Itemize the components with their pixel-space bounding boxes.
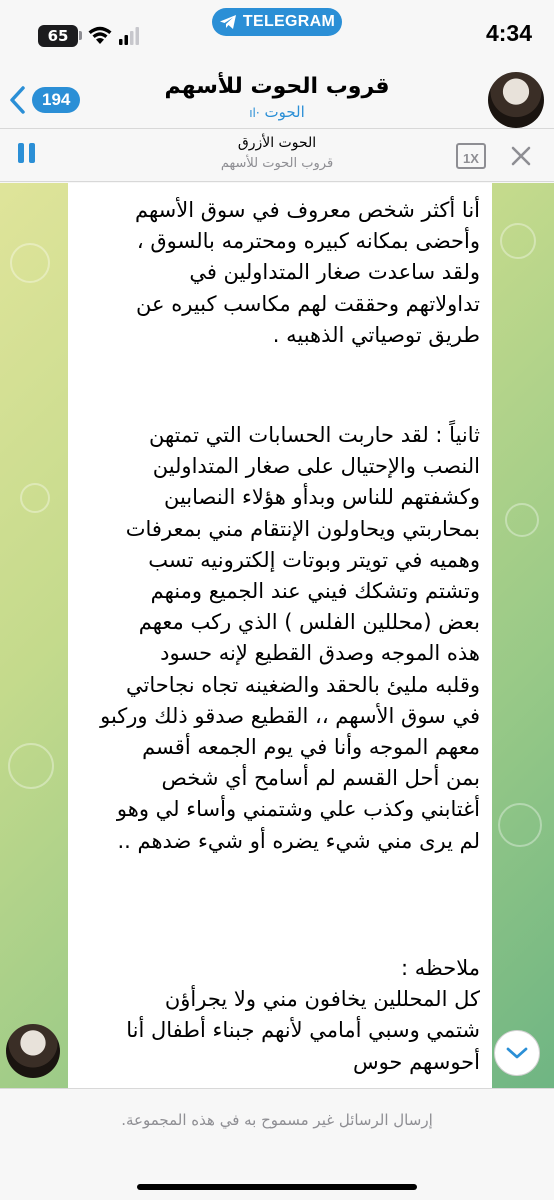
message-line: بمحاربتي ويحاولون الإنتقام مني بمعرفات	[125, 516, 480, 541]
message-line: النصب والإحتيال على صغار المتداولين	[152, 454, 480, 479]
message-bubble[interactable]	[68, 183, 492, 1088]
chat-title[interactable]: قروب الحوت للأسهم	[164, 74, 390, 99]
pause-button[interactable]	[18, 143, 40, 167]
battery-tip	[79, 31, 82, 40]
signal-icon	[118, 24, 140, 46]
app-pill-label: TELEGRAM	[242, 13, 336, 30]
playback-speed-button[interactable]	[456, 143, 486, 169]
battery-icon	[38, 25, 78, 47]
message-line: طريق توصياتي الذهبيه .	[272, 322, 480, 347]
background-doodle	[500, 223, 536, 259]
message-line: شتمي وسبي أمامي لأنهم جبناء أطفال أنا	[126, 1018, 480, 1043]
background-doodle	[8, 743, 54, 789]
message-line: وقلبه مليئ بالحقد والضغينه تجاه نجاحاتي	[126, 672, 480, 697]
chevron-down-icon	[505, 1046, 529, 1060]
message-line: كل المحللين يخافون مني ولا يجرأؤن	[164, 987, 480, 1012]
chat-subtitle-text: الحوت	[264, 103, 305, 121]
telegram-app-pill[interactable]	[212, 8, 342, 36]
chat-background	[0, 183, 554, 1088]
pause-bar-icon	[18, 143, 24, 163]
background-doodle	[10, 243, 50, 283]
speaking-icon: ·ıl	[249, 106, 260, 120]
message-line: هذه الموجه وصدق القطيع لإنه حسود	[160, 641, 480, 666]
home-indicator[interactable]	[137, 1184, 417, 1190]
message-paragraph-3	[74, 953, 480, 1078]
pause-bar-icon	[29, 143, 35, 163]
message-line: ولقد ساعدت صغار المتداولين في	[189, 260, 480, 285]
chevron-left-icon	[8, 85, 26, 115]
message-line: بمن أحل القسم لم أسامح أي شخص	[161, 766, 480, 791]
player-subtitle: قروب الحوت للأسهم	[220, 156, 334, 171]
message-paragraph-1	[74, 195, 480, 351]
wifi-icon	[86, 24, 114, 46]
background-doodle	[498, 803, 542, 847]
chat-header	[0, 72, 554, 128]
message-line: بعض (محللين الفلس ) الذي ركب معهم	[138, 610, 480, 635]
telegram-icon	[219, 14, 237, 30]
battery-level: 65	[47, 27, 69, 45]
message-line: ملاحظه :	[401, 956, 480, 980]
message-line: وتشتم وتشكك فيني عند الجميع ومنهم	[150, 579, 480, 604]
background-doodle	[505, 503, 539, 537]
message-line: في سوق الأسهم ،، القطيع صدقو ذلك وركبو	[100, 703, 480, 728]
message-line: أغتابني وكذب علي وشتمني وأساء لي وهو	[116, 797, 480, 822]
clock: 4:34	[485, 20, 532, 46]
player-title[interactable]: الحوت الأزرق	[237, 135, 317, 151]
message-line: تداولاتهم وحققت لهم مكاسب كبيره عن	[136, 291, 480, 316]
chat-subtitle	[120, 103, 434, 121]
audio-player-bar	[0, 128, 554, 182]
group-avatar[interactable]	[488, 72, 544, 128]
message-line: ثانياً : لقد حاربت الحسابات التي تمتهن	[149, 423, 480, 447]
message-line: أحوسهم حوس	[352, 1049, 480, 1074]
message-line: وأحضى بمكانه كبيره ومحترمه بالسوق ،	[136, 229, 480, 254]
message-line: أنا أكثر شخص معروف في سوق الأسهم	[135, 198, 480, 222]
message-paragraph-2	[74, 420, 480, 857]
message-line: معهم الموجه وأنا في يوم الجمعه أقسم	[142, 735, 480, 760]
unread-count-badge: 194	[32, 87, 80, 113]
message-line: وهميه في تويتر وبوتات إلكترونيه تسب	[148, 547, 480, 572]
close-icon[interactable]	[508, 143, 534, 169]
playback-speed-label: 1X	[463, 151, 479, 166]
back-button[interactable]	[8, 80, 88, 120]
background-doodle	[20, 483, 50, 513]
message-line: وكشفتهم للناس وبدأو هؤلاء النصابين	[163, 485, 480, 510]
sender-avatar[interactable]	[6, 1024, 60, 1078]
restricted-notice: إرسال الرسائل غير مسموح به في هذه المجموعة.	[121, 1111, 433, 1129]
status-bar	[0, 0, 554, 72]
scroll-down-button[interactable]	[494, 1030, 540, 1076]
message-line: لم يرى مني شيء يضره أو شيء ضدهم ..	[117, 828, 480, 853]
